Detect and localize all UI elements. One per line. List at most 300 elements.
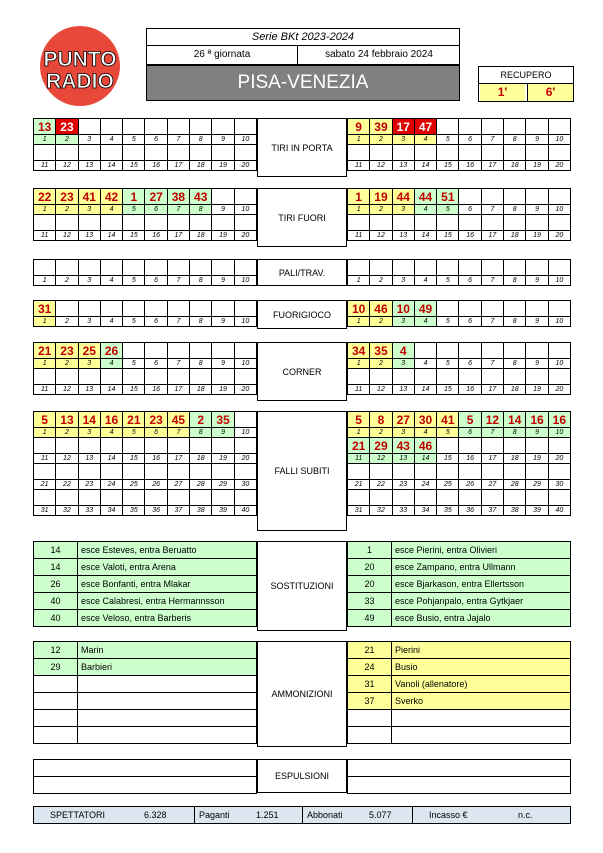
stat-minute-cell <box>437 343 459 359</box>
stat-index-cell: 20 <box>548 454 570 464</box>
stat-index-cell: 14 <box>414 454 436 464</box>
logo-text-2: RADIO <box>46 70 114 93</box>
stat-minute-cell <box>78 301 100 317</box>
stat-minute-cell: 34 <box>348 343 370 359</box>
stat-index-cell: 35 <box>123 506 145 516</box>
punto-radio-logo <box>30 22 130 110</box>
match-date: sabato 24 febbraio 2024 <box>297 46 460 64</box>
stat-index-cell: 22 <box>56 480 78 490</box>
stat-index-cell: 6 <box>459 428 481 438</box>
stat-minute-cell: 16 <box>526 412 548 428</box>
stat-minute-cell <box>34 215 56 231</box>
stat-index-cell: 26 <box>145 480 167 490</box>
stat-minute-cell <box>123 438 145 454</box>
falli-subiti-label: FALLI SUBITI <box>257 411 347 531</box>
event-minute: 1 <box>348 542 392 559</box>
stat-index-cell: 12 <box>370 385 392 395</box>
stat-index-cell: 14 <box>100 385 122 395</box>
stat-index-cell: 3 <box>392 317 414 327</box>
stat-minute-cell <box>190 438 212 454</box>
stat-minute-cell: 13 <box>56 412 78 428</box>
espulsioni-label: ESPULSIONI <box>257 759 347 793</box>
stat-index-cell: 20 <box>234 454 256 464</box>
stat-index-cell: 18 <box>190 231 212 241</box>
stat-index-cell: 2 <box>56 428 78 438</box>
stat-index-cell: 21 <box>348 480 370 490</box>
stat-minute-cell: 2 <box>190 412 212 428</box>
stat-minute-cell: 14 <box>78 412 100 428</box>
stat-index-cell: 6 <box>145 428 167 438</box>
stat-minute-cell <box>145 215 167 231</box>
stat-minute-cell <box>56 369 78 385</box>
stat-minute-cell <box>167 369 189 385</box>
stat-index-cell: 5 <box>123 359 145 369</box>
stat-index-cell: 6 <box>459 205 481 215</box>
recupero-first-half: 1' <box>480 84 525 101</box>
stat-minute-cell <box>234 145 256 161</box>
stat-minute-cell <box>526 369 548 385</box>
stat-index-cell: 10 <box>548 359 570 369</box>
stat-minute-cell <box>348 145 370 161</box>
stat-index-cell: 19 <box>212 385 234 395</box>
stat-index-cell: 27 <box>167 480 189 490</box>
stat-minute-cell <box>145 438 167 454</box>
stat-minute-cell <box>481 490 503 506</box>
stat-index-cell: 10 <box>234 205 256 215</box>
stat-index-cell: 17 <box>167 161 189 171</box>
stat-minute-cell <box>78 215 100 231</box>
stat-minute-cell: 8 <box>370 412 392 428</box>
stat-index-cell: 22 <box>370 480 392 490</box>
serie-label: Serie BKt 2023-2024 <box>146 28 460 46</box>
stat-index-cell: 14 <box>100 454 122 464</box>
stat-minute-cell <box>526 343 548 359</box>
stat-minute-cell <box>100 490 122 506</box>
stat-minute-cell <box>548 438 570 454</box>
event-text <box>78 676 257 693</box>
stat-index-cell: 18 <box>190 161 212 171</box>
stat-minute-cell <box>481 464 503 480</box>
paganti-label: Paganti <box>194 807 230 823</box>
stat-minute-cell <box>548 119 570 135</box>
stat-minute-cell <box>348 464 370 480</box>
stat-minute-cell: 29 <box>370 438 392 454</box>
event-text: esce Pierini, entra Olivieri <box>392 542 571 559</box>
stat-index-cell: 11 <box>34 454 56 464</box>
event-text: Marin <box>78 642 257 659</box>
stat-minute-cell <box>234 464 256 480</box>
stat-minute-cell <box>437 145 459 161</box>
stat-index-cell: 2 <box>370 317 392 327</box>
stat-minute-cell <box>212 438 234 454</box>
stat-minute-cell: 30 <box>414 412 436 428</box>
event-text <box>392 727 571 744</box>
stat-index-cell: 7 <box>481 359 503 369</box>
stat-minute-cell <box>348 260 370 276</box>
stat-index-cell: 39 <box>212 506 234 516</box>
stat-index-cell: 6 <box>145 359 167 369</box>
stat-minute-cell <box>167 119 189 135</box>
stat-index-cell: 8 <box>504 205 526 215</box>
event-text: Sverko <box>392 693 571 710</box>
stat-index-cell: 7 <box>167 135 189 145</box>
stat-minute-cell: 25 <box>78 343 100 359</box>
stat-index-cell: 2 <box>56 276 78 286</box>
stat-minute-cell <box>100 301 122 317</box>
event-minute: 29 <box>34 659 78 676</box>
stat-minute-cell <box>526 189 548 205</box>
stat-minute-cell: 35 <box>370 343 392 359</box>
stat-minute-cell: 27 <box>392 412 414 428</box>
stat-index-cell: 16 <box>145 454 167 464</box>
stat-index-cell: 39 <box>526 506 548 516</box>
stat-minute-cell <box>145 464 167 480</box>
stat-minute-cell <box>370 145 392 161</box>
stat-index-cell: 8 <box>504 359 526 369</box>
stat-index-cell: 9 <box>526 135 548 145</box>
stat-index-cell: 20 <box>548 231 570 241</box>
stat-index-cell: 1 <box>348 135 370 145</box>
stat-minute-cell <box>234 215 256 231</box>
giornata-row <box>146 46 460 65</box>
stat-index-cell: 9 <box>212 205 234 215</box>
stat-index-cell: 13 <box>392 161 414 171</box>
stat-minute-cell <box>34 490 56 506</box>
falli-subiti-home-grid <box>33 411 257 516</box>
stat-index-cell: 18 <box>190 454 212 464</box>
stat-minute-cell <box>167 464 189 480</box>
event-minute: 33 <box>348 593 392 610</box>
stat-minute-cell: 5 <box>34 412 56 428</box>
stat-minute-cell: 1 <box>123 189 145 205</box>
stat-index-cell: 36 <box>459 506 481 516</box>
stat-minute-cell <box>548 490 570 506</box>
stat-minute-cell: 5 <box>459 412 481 428</box>
stat-index-cell: 5 <box>123 317 145 327</box>
stat-minute-cell <box>212 119 234 135</box>
stat-index-cell: 5 <box>437 428 459 438</box>
stat-index-cell: 11 <box>34 231 56 241</box>
stat-index-cell: 7 <box>481 205 503 215</box>
stat-minute-cell <box>100 215 122 231</box>
stat-index-cell: 10 <box>548 276 570 286</box>
stat-index-cell: 36 <box>145 506 167 516</box>
stat-index-cell: 13 <box>392 231 414 241</box>
stat-minute-cell <box>504 369 526 385</box>
stat-minute-cell <box>234 369 256 385</box>
stat-index-cell: 18 <box>504 231 526 241</box>
stat-minute-cell <box>190 215 212 231</box>
stat-minute-cell <box>437 301 459 317</box>
event-text: esce Veloso, entra Barberis <box>78 610 257 627</box>
stat-minute-cell: 10 <box>348 301 370 317</box>
stat-minute-cell <box>526 119 548 135</box>
stat-minute-cell <box>234 343 256 359</box>
stat-index-cell: 10 <box>234 135 256 145</box>
stat-minute-cell <box>212 343 234 359</box>
stat-index-cell: 25 <box>437 480 459 490</box>
stat-index-cell: 10 <box>234 359 256 369</box>
stat-index-cell: 15 <box>437 385 459 395</box>
stat-index-cell: 7 <box>481 135 503 145</box>
stat-index-cell: 6 <box>145 135 167 145</box>
stat-minute-cell <box>370 490 392 506</box>
stat-index-cell: 20 <box>234 231 256 241</box>
stat-index-cell: 2 <box>370 205 392 215</box>
stat-index-cell: 27 <box>481 480 503 490</box>
stat-index-cell: 40 <box>548 506 570 516</box>
stat-minute-cell <box>481 301 503 317</box>
stat-minute-cell <box>504 464 526 480</box>
recupero-label: RECUPERO <box>479 67 573 84</box>
stat-minute-cell <box>78 438 100 454</box>
stat-index-cell: 11 <box>348 385 370 395</box>
stat-minute-cell: 13 <box>34 119 56 135</box>
event-minute: 20 <box>348 576 392 593</box>
stat-index-cell: 5 <box>123 428 145 438</box>
fuorigioco-away-grid <box>347 300 571 327</box>
stat-index-cell: 4 <box>414 428 436 438</box>
stat-index-cell: 14 <box>100 161 122 171</box>
stat-index-cell: 20 <box>234 385 256 395</box>
stat-minute-cell <box>34 369 56 385</box>
stat-minute-cell <box>392 260 414 276</box>
stat-minute-cell: 51 <box>437 189 459 205</box>
event-minute <box>34 710 78 727</box>
stat-minute-cell <box>123 369 145 385</box>
stat-minute-cell <box>123 490 145 506</box>
stat-index-cell: 2 <box>56 317 78 327</box>
event-text: Pierini <box>392 642 571 659</box>
stat-index-cell: 5 <box>437 276 459 286</box>
stat-minute-cell: 23 <box>145 412 167 428</box>
stat-index-cell: 7 <box>167 276 189 286</box>
stat-minute-cell <box>504 438 526 454</box>
stat-index-cell: 10 <box>548 135 570 145</box>
sostituzioni-away-list <box>347 541 571 627</box>
stat-index-cell: 12 <box>370 454 392 464</box>
stat-index-cell: 6 <box>459 359 481 369</box>
stat-minute-cell: 21 <box>348 438 370 454</box>
stat-minute-cell <box>548 343 570 359</box>
stat-index-cell: 19 <box>526 231 548 241</box>
stat-index-cell: 8 <box>190 359 212 369</box>
stat-index-cell: 11 <box>34 161 56 171</box>
stat-index-cell: 25 <box>123 480 145 490</box>
stat-minute-cell <box>459 119 481 135</box>
stat-index-cell: 9 <box>212 276 234 286</box>
stat-minute-cell <box>78 119 100 135</box>
stat-minute-cell: 23 <box>56 119 78 135</box>
event-text: esce Esteves, entra Beruatto <box>78 542 257 559</box>
stat-minute-cell <box>145 145 167 161</box>
stat-index-cell: 9 <box>212 317 234 327</box>
stat-minute-cell <box>212 260 234 276</box>
stat-minute-cell <box>437 260 459 276</box>
stat-minute-cell <box>212 301 234 317</box>
stat-minute-cell: 23 <box>56 189 78 205</box>
stat-index-cell: 29 <box>526 480 548 490</box>
stat-index-cell: 40 <box>234 506 256 516</box>
stat-index-cell: 16 <box>145 231 167 241</box>
stat-minute-cell <box>123 464 145 480</box>
stat-index-cell: 10 <box>234 317 256 327</box>
tiri-in-porta-label: TIRI IN PORTA <box>257 118 347 177</box>
stat-minute-cell: 27 <box>145 189 167 205</box>
stat-minute-cell <box>190 119 212 135</box>
stat-minute-cell <box>145 490 167 506</box>
stat-index-cell: 18 <box>504 454 526 464</box>
pali-home-grid <box>33 259 257 286</box>
stat-minute-cell <box>481 369 503 385</box>
recupero-box <box>478 66 574 102</box>
stat-minute-cell: 46 <box>414 438 436 454</box>
stat-index-cell: 8 <box>190 205 212 215</box>
event-minute: 49 <box>348 610 392 627</box>
stat-index-cell: 3 <box>392 428 414 438</box>
stat-index-cell: 8 <box>190 317 212 327</box>
stat-minute-cell <box>145 301 167 317</box>
stat-index-cell: 12 <box>56 161 78 171</box>
event-minute: 12 <box>34 642 78 659</box>
stat-minute-cell <box>459 215 481 231</box>
stat-index-cell: 7 <box>167 317 189 327</box>
event-text: Vanoli (allenatore) <box>392 676 571 693</box>
sostituzioni-label: SOSTITUZIONI <box>257 541 347 631</box>
pali-label: PALI/TRAV. <box>257 259 347 286</box>
stat-index-cell: 31 <box>34 506 56 516</box>
stat-minute-cell <box>212 369 234 385</box>
stat-minute-cell <box>56 464 78 480</box>
stat-index-cell: 4 <box>100 317 122 327</box>
stat-index-cell: 33 <box>78 506 100 516</box>
stat-index-cell: 15 <box>123 231 145 241</box>
stat-minute-cell <box>78 464 100 480</box>
stat-index-cell: 16 <box>459 231 481 241</box>
stat-index-cell: 12 <box>56 231 78 241</box>
stat-index-cell: 18 <box>190 385 212 395</box>
stat-minute-cell: 44 <box>392 189 414 205</box>
stat-minute-cell <box>526 215 548 231</box>
stat-minute-cell: 39 <box>370 119 392 135</box>
tiri-in-porta-home-grid <box>33 118 257 171</box>
stat-index-cell: 8 <box>504 276 526 286</box>
stat-index-cell: 28 <box>504 480 526 490</box>
stat-minute-cell <box>123 145 145 161</box>
stat-minute-cell <box>370 464 392 480</box>
stat-minute-cell <box>212 464 234 480</box>
stat-index-cell: 3 <box>392 359 414 369</box>
stat-minute-cell <box>123 215 145 231</box>
event-minute: 40 <box>34 593 78 610</box>
stat-index-cell: 7 <box>167 205 189 215</box>
event-text: Busio <box>392 659 571 676</box>
stat-index-cell: 4 <box>414 276 436 286</box>
stat-index-cell: 30 <box>548 480 570 490</box>
stat-minute-cell <box>414 490 436 506</box>
stat-index-cell: 14 <box>414 161 436 171</box>
paganti-value: 1.251 <box>256 810 279 820</box>
stat-minute-cell <box>414 145 436 161</box>
stat-index-cell: 1 <box>348 205 370 215</box>
stat-minute-cell <box>190 145 212 161</box>
stat-index-cell: 16 <box>459 385 481 395</box>
stat-index-cell: 2 <box>56 205 78 215</box>
stat-index-cell: 3 <box>78 205 100 215</box>
stat-minute-cell: 49 <box>414 301 436 317</box>
stat-minute-cell: 31 <box>34 301 56 317</box>
stat-minute-cell <box>370 369 392 385</box>
stat-index-cell: 10 <box>234 428 256 438</box>
event-text: esce Bjarkason, entra Ellertsson <box>392 576 571 593</box>
fuorigioco-home-grid <box>33 300 257 327</box>
stat-minute-cell <box>123 260 145 276</box>
stat-index-cell: 19 <box>212 231 234 241</box>
stat-index-cell: 19 <box>526 385 548 395</box>
spettatori-label: SPETTATORI <box>50 810 106 820</box>
stat-minute-cell: 47 <box>414 119 436 135</box>
stat-index-cell: 17 <box>167 231 189 241</box>
stat-minute-cell: 5 <box>348 412 370 428</box>
stat-index-cell: 13 <box>392 454 414 464</box>
stat-index-cell: 23 <box>392 480 414 490</box>
stat-minute-cell <box>167 301 189 317</box>
stat-minute-cell <box>526 490 548 506</box>
stat-minute-cell <box>190 343 212 359</box>
event-minute: 21 <box>348 642 392 659</box>
stat-index-cell: 8 <box>504 135 526 145</box>
stat-minute-cell <box>459 145 481 161</box>
stat-index-cell: 2 <box>370 428 392 438</box>
stat-minute-cell <box>459 301 481 317</box>
stat-index-cell: 3 <box>392 205 414 215</box>
stat-minute-cell <box>190 490 212 506</box>
stat-minute-cell <box>212 490 234 506</box>
stat-index-cell: 5 <box>123 205 145 215</box>
stat-minute-cell <box>100 369 122 385</box>
stat-minute-cell <box>78 490 100 506</box>
stat-minute-cell <box>526 301 548 317</box>
stat-minute-cell <box>459 490 481 506</box>
stat-minute-cell <box>459 438 481 454</box>
stat-index-cell: 13 <box>78 231 100 241</box>
abbonati-value: 5.077 <box>369 810 392 820</box>
fuorigioco-label: FUORIGIOCO <box>257 300 347 329</box>
stat-minute-cell: 42 <box>100 189 122 205</box>
stat-minute-cell <box>212 215 234 231</box>
stat-index-cell: 4 <box>100 428 122 438</box>
stat-index-cell: 26 <box>459 480 481 490</box>
stat-minute-cell <box>123 301 145 317</box>
stat-index-cell: 2 <box>370 359 392 369</box>
event-text: esce Zampano, entra Ullmann <box>392 559 571 576</box>
stat-index-cell: 10 <box>548 205 570 215</box>
stat-minute-cell: 16 <box>548 412 570 428</box>
event-text <box>78 710 257 727</box>
stat-index-cell: 35 <box>437 506 459 516</box>
stat-minute-cell <box>437 464 459 480</box>
stat-minute-cell <box>234 260 256 276</box>
stat-minute-cell <box>234 412 256 428</box>
stat-index-cell: 14 <box>414 385 436 395</box>
stat-minute-cell <box>212 189 234 205</box>
stat-minute-cell <box>190 260 212 276</box>
incasso-value: n.c. <box>518 810 533 820</box>
stat-minute-cell: 12 <box>481 412 503 428</box>
stat-index-cell: 11 <box>348 454 370 464</box>
stat-index-cell: 6 <box>459 276 481 286</box>
stat-index-cell: 4 <box>100 359 122 369</box>
